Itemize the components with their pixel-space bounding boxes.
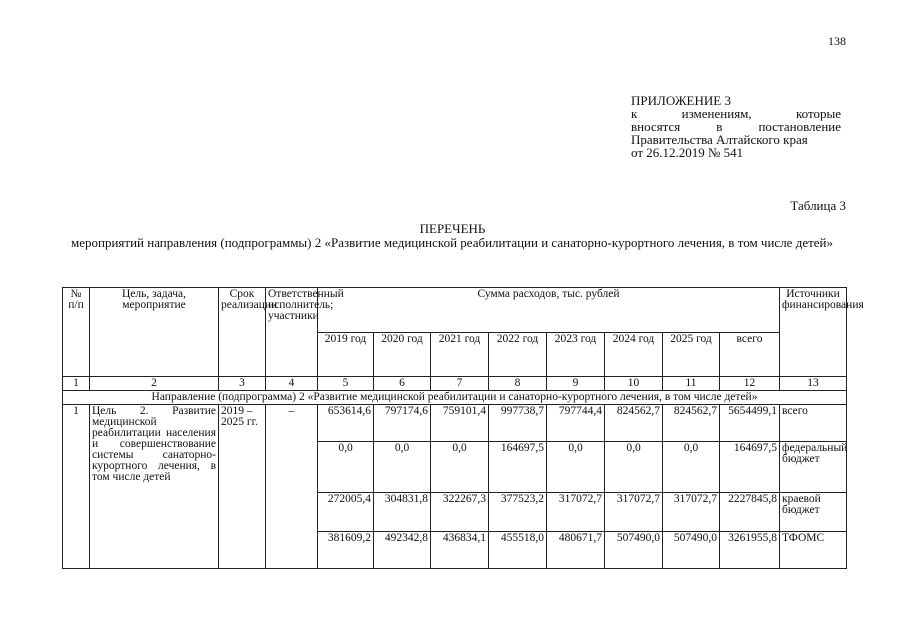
column-number: 4	[266, 377, 318, 391]
header-year: 2024 год	[605, 332, 663, 377]
column-number: 3	[219, 377, 266, 391]
column-number: 2	[90, 377, 219, 391]
value-cell: 759101,4	[431, 405, 489, 442]
appendix-title: ПРИЛОЖЕНИЕ 3	[631, 93, 731, 108]
value-cell: 322267,3	[431, 493, 489, 532]
column-number: 7	[431, 377, 489, 391]
header-year: 2025 год	[663, 332, 720, 377]
column-number: 8	[489, 377, 547, 391]
value-cell: 377523,2	[489, 493, 547, 532]
source-cell: всего	[780, 405, 847, 442]
appendix-line: вносятся в постановление	[631, 119, 841, 134]
header-responsible: Ответственный исполнитель; участники	[266, 288, 318, 377]
value-cell: 164697,5	[720, 442, 780, 493]
appendix-line: Правительства Алтайского края	[631, 132, 808, 147]
source-cell: федеральный бюджет	[780, 442, 847, 493]
header-num: № п/п	[63, 288, 90, 377]
row-responsible: –	[266, 405, 318, 569]
column-numbers-row	[63, 377, 847, 391]
row-number: 1	[63, 405, 90, 569]
appendix-line: к изменениям, которые	[631, 106, 841, 121]
direction-row: Направление (подпрограмма) 2 «Развитие медицинской реабилитации и санаторно-курортного лечения, в том числе детей»	[63, 391, 847, 405]
column-number: 13	[780, 377, 847, 391]
value-cell: 381609,2	[318, 532, 374, 569]
column-number: 6	[374, 377, 431, 391]
header-sum: Сумма расходов, тыс. рублей	[318, 288, 780, 333]
header-goal: Цель, задача, мероприятие	[90, 288, 219, 377]
document-title: ПЕРЕЧЕНЬ	[419, 221, 486, 236]
value-cell: 0,0	[547, 442, 605, 493]
header-year: 2021 год	[431, 332, 489, 377]
value-cell: 436834,1	[431, 532, 489, 569]
measures-table	[62, 287, 864, 569]
column-number: 11	[663, 377, 720, 391]
value-cell: 304831,8	[374, 493, 431, 532]
column-number: 12	[720, 377, 780, 391]
header-term: Срок реализации	[219, 288, 266, 377]
value-cell: 480671,7	[547, 532, 605, 569]
header-year: 2020 год	[374, 332, 431, 377]
column-number: 9	[547, 377, 605, 391]
document-subtitle: мероприятий направления (подпрограммы) 2 «Развитие медицинской реабилитации и санаторно-курортного лечения, в том числе детей»	[71, 235, 833, 250]
header-year: 2023 год	[547, 332, 605, 377]
value-cell: 3261955,8	[720, 532, 780, 569]
value-cell: 272005,4	[318, 493, 374, 532]
value-cell: 0,0	[318, 442, 374, 493]
value-cell: 0,0	[374, 442, 431, 493]
table-row	[63, 405, 847, 442]
page-number: 138	[828, 34, 846, 48]
value-cell: 492342,8	[374, 532, 431, 569]
value-cell: 997738,7	[489, 405, 547, 442]
value-cell: 797744,4	[547, 405, 605, 442]
value-cell: 164697,5	[489, 442, 547, 493]
value-cell: 653614,6	[318, 405, 374, 442]
source-cell: краевой бюджет	[780, 493, 847, 532]
value-cell: 507490,0	[605, 532, 663, 569]
value-cell: 2227845,8	[720, 493, 780, 532]
value-cell: 317072,7	[663, 493, 720, 532]
header-year: 2022 год	[489, 332, 547, 377]
row-goal: Цель 2. Развитие медицинской реабилитации населения и совершенствование системы санаторно-курортного лечения, в том числе детей	[90, 405, 219, 569]
value-cell: 317072,7	[547, 493, 605, 532]
value-cell: 797174,6	[374, 405, 431, 442]
column-number: 10	[605, 377, 663, 391]
header-year: 2019 год	[318, 332, 374, 377]
value-cell: 0,0	[663, 442, 720, 493]
table-label: Таблица 3	[790, 198, 846, 213]
header-source: Источники финансирования	[780, 288, 847, 377]
value-cell: 0,0	[431, 442, 489, 493]
value-cell: 317072,7	[605, 493, 663, 532]
value-cell: 824562,7	[663, 405, 720, 442]
column-number: 1	[63, 377, 90, 391]
header-total: всего	[720, 332, 780, 377]
row-term: 2019 – 2025 гг.	[219, 405, 266, 569]
appendix-line: от 26.12.2019 № 541	[631, 145, 744, 160]
value-cell: 455518,0	[489, 532, 547, 569]
appendix-block	[631, 94, 841, 159]
source-cell: ТФОМС	[780, 532, 847, 569]
value-cell: 824562,7	[605, 405, 663, 442]
value-cell: 5654499,1	[720, 405, 780, 442]
column-number: 5	[318, 377, 374, 391]
value-cell: 507490,0	[663, 532, 720, 569]
value-cell: 0,0	[605, 442, 663, 493]
